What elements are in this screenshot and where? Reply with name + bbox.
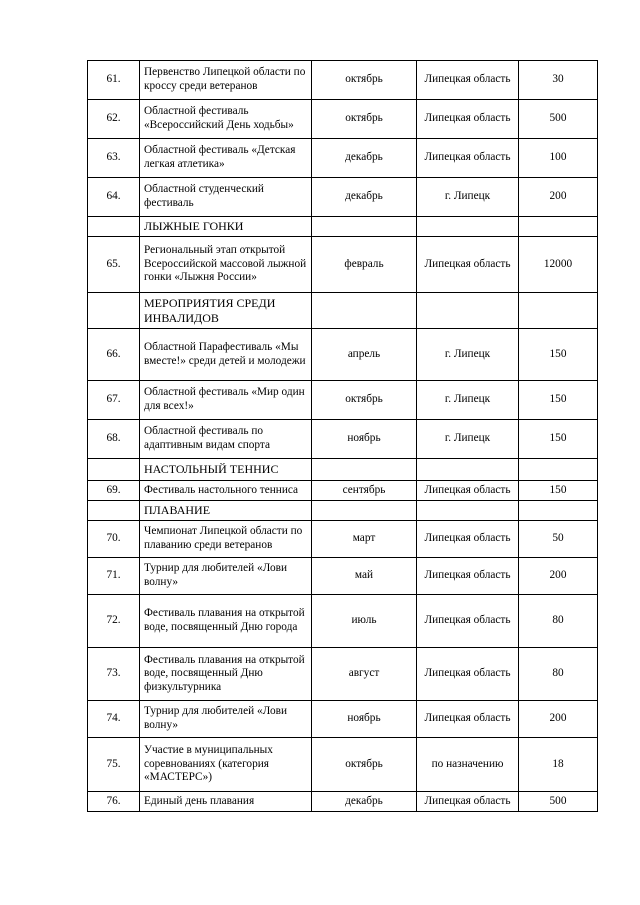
event-month: октябрь bbox=[312, 381, 417, 420]
table-row bbox=[88, 237, 598, 293]
section-row bbox=[88, 501, 598, 521]
row-number: 61. bbox=[88, 61, 140, 100]
section-row bbox=[88, 217, 598, 237]
participant-count: 80 bbox=[519, 648, 598, 701]
event-place: по назначению bbox=[417, 738, 519, 792]
event-place: Липецкая область bbox=[417, 792, 519, 812]
participant-count: 500 bbox=[519, 100, 598, 139]
event-name: Фестиваль плавания на открытой воде, посвященный Дню физкультурника bbox=[140, 648, 312, 701]
event-name: Турнир для любителей «Лови волну» bbox=[140, 558, 312, 595]
section-empty-month-cell bbox=[312, 501, 417, 521]
events-table bbox=[87, 60, 598, 812]
event-month: май bbox=[312, 558, 417, 595]
event-name: Участие в муниципальных соревнованиях (категория «МАСТЕРС») bbox=[140, 738, 312, 792]
event-place: г. Липецк bbox=[417, 178, 519, 217]
event-month: июль bbox=[312, 595, 417, 648]
event-month: декабрь bbox=[312, 792, 417, 812]
event-name: Областной фестиваль «Мир один для всех!» bbox=[140, 381, 312, 420]
table-row bbox=[88, 701, 598, 738]
participant-count: 200 bbox=[519, 178, 598, 217]
row-number: 68. bbox=[88, 420, 140, 459]
participant-count: 500 bbox=[519, 792, 598, 812]
row-number: 69. bbox=[88, 481, 140, 501]
event-name: Фестиваль настольного тенниса bbox=[140, 481, 312, 501]
row-number: 70. bbox=[88, 521, 140, 558]
table-row bbox=[88, 792, 598, 812]
event-place: Липецкая область bbox=[417, 648, 519, 701]
event-name: Областной фестиваль «Детская легкая атлетика» bbox=[140, 139, 312, 178]
participant-count: 100 bbox=[519, 139, 598, 178]
row-number: 66. bbox=[88, 329, 140, 381]
table-row bbox=[88, 100, 598, 139]
participant-count: 12000 bbox=[519, 237, 598, 293]
row-number: 71. bbox=[88, 558, 140, 595]
event-name: Фестиваль плавания на открытой воде, посвященный Дню города bbox=[140, 595, 312, 648]
event-month: март bbox=[312, 521, 417, 558]
event-name: Областной фестиваль по адаптивным видам спорта bbox=[140, 420, 312, 459]
event-name: Турнир для любителей «Лови волну» bbox=[140, 701, 312, 738]
event-name: Областной Парафестиваль «Мы вместе!» среди детей и молодежи bbox=[140, 329, 312, 381]
row-number: 76. bbox=[88, 792, 140, 812]
event-place: г. Липецк bbox=[417, 329, 519, 381]
event-name: Чемпионат Липецкой области по плаванию среди ветеранов bbox=[140, 521, 312, 558]
event-month: октябрь bbox=[312, 61, 417, 100]
event-place: Липецкая область bbox=[417, 237, 519, 293]
section-empty-place-cell bbox=[417, 459, 519, 481]
section-row bbox=[88, 293, 598, 329]
event-place: Липецкая область bbox=[417, 139, 519, 178]
event-month: ноябрь bbox=[312, 420, 417, 459]
event-name: Региональный этап открытой Всероссийской массовой лыжной гонки «Лыжня России» bbox=[140, 237, 312, 293]
table-row bbox=[88, 381, 598, 420]
event-name: Единый день плавания bbox=[140, 792, 312, 812]
table-row bbox=[88, 521, 598, 558]
participant-count: 200 bbox=[519, 701, 598, 738]
participant-count: 80 bbox=[519, 595, 598, 648]
section-row bbox=[88, 459, 598, 481]
row-number: 74. bbox=[88, 701, 140, 738]
table-row bbox=[88, 738, 598, 792]
participant-count: 150 bbox=[519, 420, 598, 459]
table-row bbox=[88, 178, 598, 217]
table-row bbox=[88, 329, 598, 381]
section-empty-place-cell bbox=[417, 293, 519, 329]
section-empty-count-cell bbox=[519, 459, 598, 481]
row-number: 73. bbox=[88, 648, 140, 701]
row-number: 75. bbox=[88, 738, 140, 792]
participant-count: 150 bbox=[519, 329, 598, 381]
table-row bbox=[88, 595, 598, 648]
section-empty-num-cell bbox=[88, 459, 140, 481]
row-number: 72. bbox=[88, 595, 140, 648]
section-empty-place-cell bbox=[417, 501, 519, 521]
event-place: г. Липецк bbox=[417, 381, 519, 420]
event-place: Липецкая область bbox=[417, 701, 519, 738]
row-number: 63. bbox=[88, 139, 140, 178]
event-place: Липецкая область bbox=[417, 521, 519, 558]
event-month: октябрь bbox=[312, 738, 417, 792]
table-row bbox=[88, 139, 598, 178]
section-empty-num-cell bbox=[88, 217, 140, 237]
table-row bbox=[88, 481, 598, 501]
event-month: октябрь bbox=[312, 100, 417, 139]
section-title: МЕРОПРИЯТИЯ СРЕДИ ИНВАЛИДОВ bbox=[140, 293, 312, 329]
event-month: август bbox=[312, 648, 417, 701]
table-row bbox=[88, 648, 598, 701]
event-place: Липецкая область bbox=[417, 595, 519, 648]
section-empty-month-cell bbox=[312, 459, 417, 481]
section-title: ЛЫЖНЫЕ ГОНКИ bbox=[140, 217, 312, 237]
event-place: Липецкая область bbox=[417, 558, 519, 595]
section-empty-count-cell bbox=[519, 217, 598, 237]
event-place: Липецкая область bbox=[417, 100, 519, 139]
table-row bbox=[88, 420, 598, 459]
section-empty-num-cell bbox=[88, 501, 140, 521]
participant-count: 30 bbox=[519, 61, 598, 100]
participant-count: 50 bbox=[519, 521, 598, 558]
event-month: сентябрь bbox=[312, 481, 417, 501]
event-place: Липецкая область bbox=[417, 481, 519, 501]
row-number: 64. bbox=[88, 178, 140, 217]
row-number: 67. bbox=[88, 381, 140, 420]
event-month: апрель bbox=[312, 329, 417, 381]
participant-count: 200 bbox=[519, 558, 598, 595]
participant-count: 18 bbox=[519, 738, 598, 792]
row-number: 65. bbox=[88, 237, 140, 293]
event-place: г. Липецк bbox=[417, 420, 519, 459]
event-name: Первенство Липецкой области по кроссу среди ветеранов bbox=[140, 61, 312, 100]
section-empty-place-cell bbox=[417, 217, 519, 237]
event-place: Липецкая область bbox=[417, 61, 519, 100]
event-month: ноябрь bbox=[312, 701, 417, 738]
section-empty-num-cell bbox=[88, 293, 140, 329]
event-name: Областной фестиваль «Всероссийский День ходьбы» bbox=[140, 100, 312, 139]
event-month: декабрь bbox=[312, 178, 417, 217]
table-row bbox=[88, 61, 598, 100]
participant-count: 150 bbox=[519, 481, 598, 501]
table-row bbox=[88, 558, 598, 595]
section-empty-count-cell bbox=[519, 293, 598, 329]
events-table-body bbox=[88, 61, 598, 812]
participant-count: 150 bbox=[519, 381, 598, 420]
section-title: ПЛАВАНИЕ bbox=[140, 501, 312, 521]
event-name: Областной студенческий фестиваль bbox=[140, 178, 312, 217]
section-title: НАСТОЛЬНЫЙ ТЕННИС bbox=[140, 459, 312, 481]
event-month: декабрь bbox=[312, 139, 417, 178]
event-month: февраль bbox=[312, 237, 417, 293]
section-empty-month-cell bbox=[312, 217, 417, 237]
section-empty-count-cell bbox=[519, 501, 598, 521]
row-number: 62. bbox=[88, 100, 140, 139]
section-empty-month-cell bbox=[312, 293, 417, 329]
